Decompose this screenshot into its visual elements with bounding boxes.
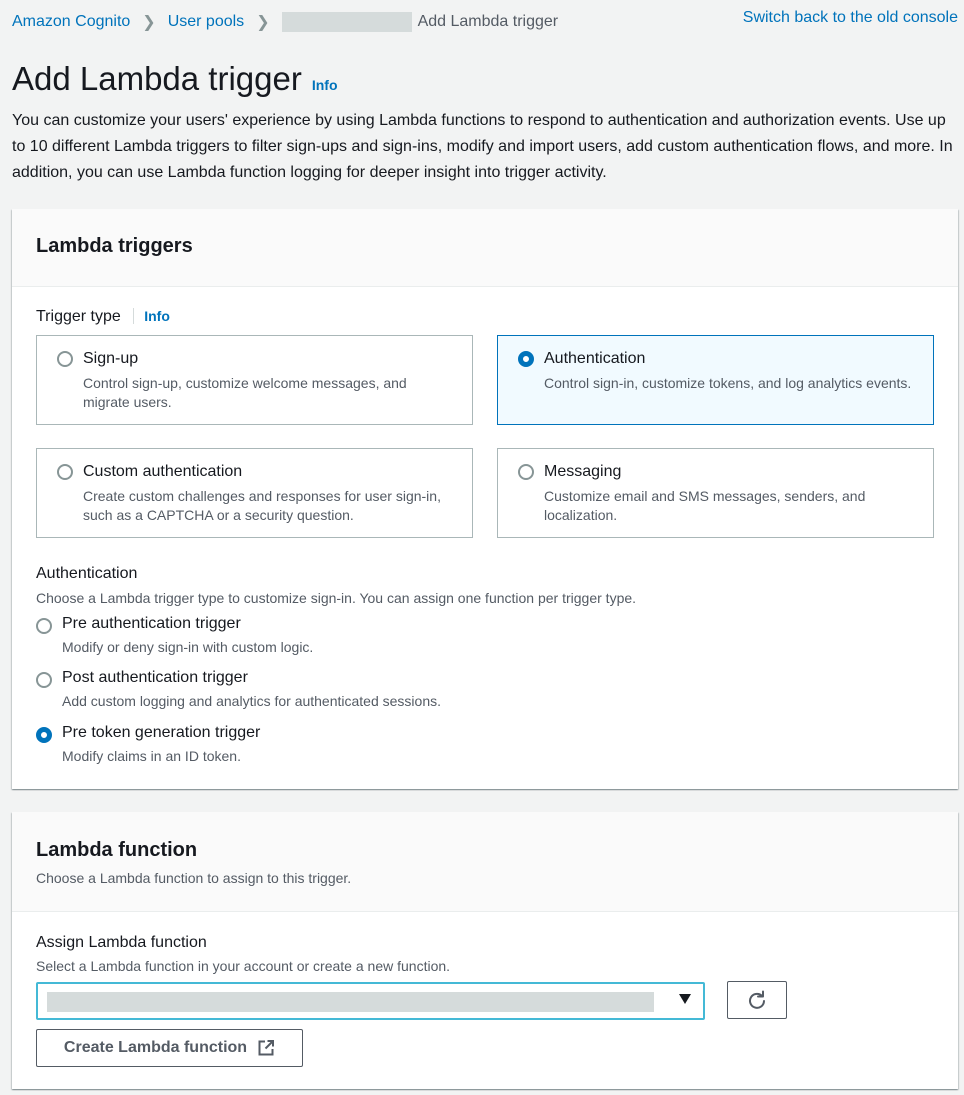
breadcrumb-user-pools[interactable]: User pools [167,13,245,30]
tile-custom-authentication[interactable] [36,448,473,538]
create-lambda-function-label: Create Lambda function [63,1039,248,1056]
option-description: Modify claims in an ID token. [62,748,241,764]
page-header [12,60,338,98]
trigger-type-label-row [36,308,170,326]
external-link-icon [257,1039,275,1057]
tile-title: Custom authentication [83,463,243,480]
option-description: Modify or deny sign-in with custom logic. [62,639,314,655]
lambda-function-select[interactable] [36,982,705,1020]
breadcrumb [12,12,558,32]
pre-authentication-radio[interactable] [36,618,52,634]
tile-messaging[interactable] [497,448,934,538]
caret-down-icon [679,994,691,1004]
option-title: Post authentication trigger [62,669,248,686]
breadcrumb-amazon-cognito[interactable]: Amazon Cognito [12,13,131,30]
refresh-button[interactable] [727,981,787,1019]
sign-up-radio[interactable] [57,351,73,367]
lambda-function-panel [12,812,958,1089]
tile-title: Sign-up [83,350,139,367]
post-authentication-radio[interactable] [36,672,52,688]
lambda-triggers-header [12,209,958,287]
chevron-right-icon: ❯ [256,14,270,31]
pre-token-generation-radio[interactable] [36,727,52,743]
tile-authentication[interactable] [497,335,934,425]
tile-title: Messaging [544,463,622,480]
option-title: Pre token generation trigger [62,724,261,741]
messaging-radio[interactable] [518,464,534,480]
tile-description: Control sign-in, customize tokens, and log analytics events. [544,375,912,391]
tile-sign-up[interactable] [36,335,473,425]
authentication-group-label: Authentication [36,565,138,582]
lambda-function-header [12,812,958,912]
page-title: Add Lambda trigger [12,60,302,97]
breadcrumb-current: Add Lambda trigger [417,13,559,30]
assign-lambda-description: Select a Lambda function in your account or create a new function. [36,958,451,974]
create-lambda-function-button[interactable] [36,1029,303,1067]
switch-old-console-link[interactable]: Switch back to the old console [742,9,958,26]
tile-description: Create custom challenges and responses for user sign-in, such as a CAPTCHA or a security question. [83,488,441,523]
assign-lambda-label: Assign Lambda function [36,934,207,951]
page-description: You can customize your users' experience by using Lambda functions to respond to authentication and authorization events. Use up to 10 different Lambda triggers to filter sign-ups and sign-ins, modify and import users, add custom authentication flows, and more. In addition, you can use Lambda function logging for deeper insight into trigger activity. [12,112,953,181]
lambda-function-title: Lambda function [36,839,198,861]
tile-description: Control sign-up, customize welcome messages, and migrate users. [83,375,407,410]
tile-title: Authentication [544,350,646,367]
tile-description: Customize email and SMS messages, senders, and localization. [544,488,866,523]
refresh-icon [747,990,767,1010]
authentication-radio[interactable] [518,351,534,367]
trigger-type-info-link[interactable]: Info [133,308,170,324]
breadcrumb-redacted-pool-name[interactable] [282,12,412,32]
top-bar [0,0,964,44]
page-info-link[interactable]: Info [311,77,338,93]
lambda-triggers-panel [12,209,958,789]
authentication-group-description: Choose a Lambda trigger type to customize sign-in. You can assign one function per trigger type. [36,590,637,606]
custom-authentication-radio[interactable] [57,464,73,480]
option-description: Add custom logging and analytics for authenticated sessions. [62,693,442,709]
lambda-triggers-title: Lambda triggers [36,235,193,257]
lambda-function-subtitle: Choose a Lambda function to assign to this trigger. [36,870,352,886]
selected-function-redacted [47,992,654,1012]
chevron-right-icon: ❯ [142,14,156,31]
trigger-type-label: Trigger type [36,308,121,325]
option-title: Pre authentication trigger [62,615,241,632]
